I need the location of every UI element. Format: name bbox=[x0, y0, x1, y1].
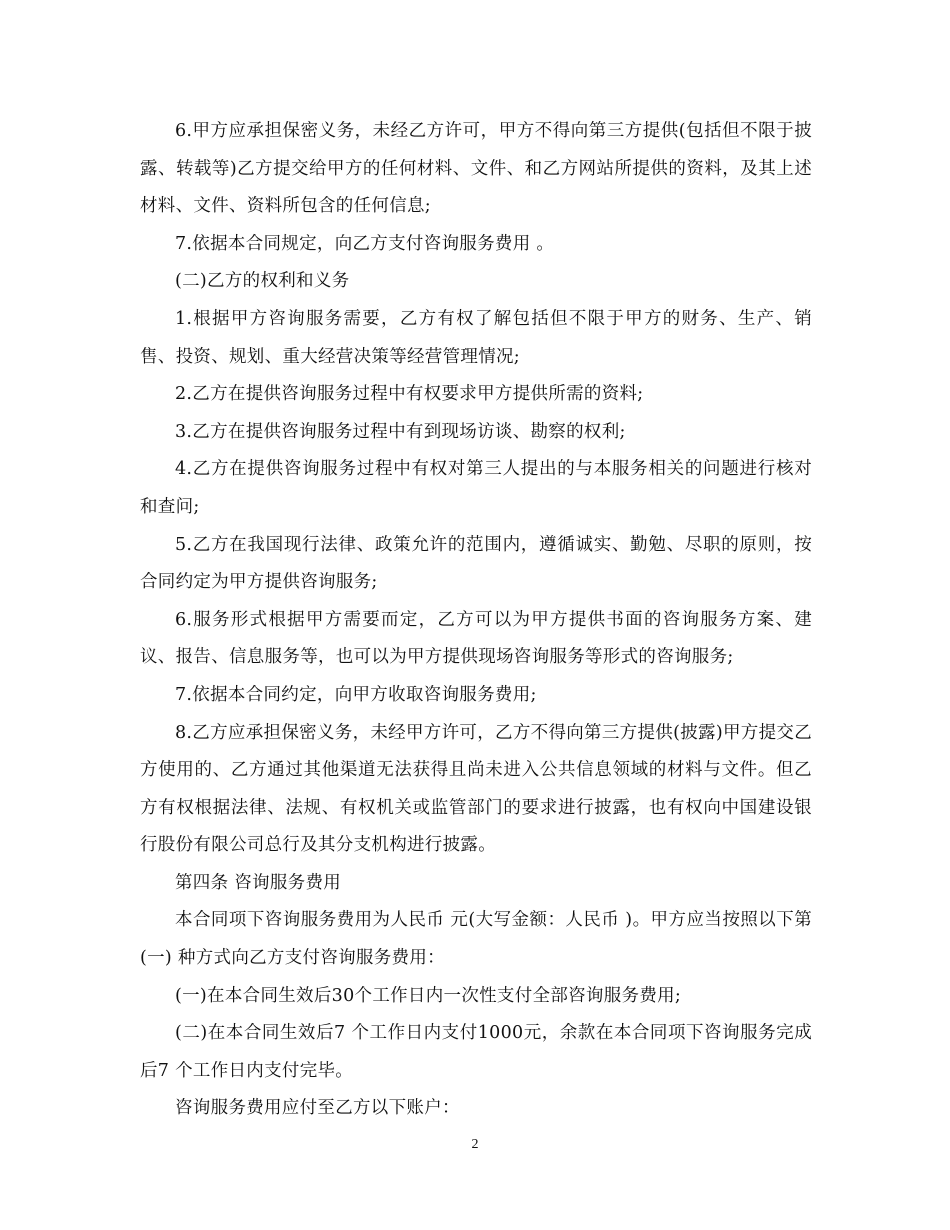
clause-party-b-site-visit: 3.乙方在提供咨询服务过程中有到现场访谈、勘察的权利; bbox=[175, 421, 626, 442]
clause-payment-account: 咨询服务费用应付至乙方以下账户： bbox=[175, 1098, 460, 1119]
clause-party-b-confidentiality: 8.乙方应承担保密义务，未经甲方许可，乙方不得向第三方提供(披露)甲方提交乙方使用的、乙方通过其他渠道无法获得且尚未进入公共信息领域的材料与文件。但乙方有权根据法律、法规、有权机关或监管部门的要求进行披露，也有权向中国建设银行股份有限公司总行及其分支机构进行披露。 bbox=[140, 722, 812, 856]
clause-party-b-request-materials: 2.乙方在提供咨询服务过程中有权要求甲方提供所需的资料; bbox=[175, 384, 644, 405]
clause-party-a-payment: 7.依据本合同规定，向乙方支付咨询服务费用 。 bbox=[175, 233, 555, 254]
page-number: 2 bbox=[471, 1137, 479, 1152]
clause-payment-option-one: (一)在本合同生效后30个工作日内一次性支付全部咨询服务费用; bbox=[175, 985, 682, 1006]
section-heading-party-b-rights: (二)乙方的权利和义务 bbox=[175, 271, 350, 292]
article-four-heading: 第四条 咨询服务费用 bbox=[175, 872, 342, 893]
document-body bbox=[140, 113, 812, 1128]
clause-service-form: 6.服务形式根据甲方需要而定，乙方可以为甲方提供书面的咨询服务方案、建议、报告、信息服务等，也可以为甲方提供现场咨询服务等形式的咨询服务; bbox=[140, 609, 812, 668]
clause-party-b-fee-collection: 7.依据本合同约定，向甲方收取咨询服务费用; bbox=[175, 684, 537, 705]
clause-payment-option-two: (二)在本合同生效后7 个工作日内支付1000元，余款在本合同项下咨询服务完成后7 个工作日内支付完毕。 bbox=[140, 1023, 812, 1081]
clause-party-b-verification: 4.乙方在提供咨询服务过程中有权对第三人提出的与本服务相关的问题进行核对和查问; bbox=[140, 459, 812, 517]
clause-fee-amount: 本合同项下咨询服务费用为人民币 元(大写金额：人民币 )。甲方应当按照以下第(一) 种方式向乙方支付咨询服务费用： bbox=[140, 910, 812, 969]
clause-party-b-diligence: 5.乙方在我国现行法律、政策允许的范围内，遵循诚实、勤勉、尽职的原则，按合同约定为甲方提供咨询服务; bbox=[140, 534, 812, 593]
clause-party-a-confidentiality: 6.甲方应承担保密义务，未经乙方许可，甲方不得向第三方提供(包括但不限于披露、转载等)乙方提交给甲方的任何材料、文件、和乙方网站所提供的资料，及其上述材料、文件、资料所包含的任何信息; bbox=[140, 121, 812, 217]
clause-party-b-information-right: 1.根据甲方咨询服务需要，乙方有权了解包括但不限于甲方的财务、生产、销售、投资、规划、重大经营决策等经营管理情况; bbox=[140, 308, 812, 367]
